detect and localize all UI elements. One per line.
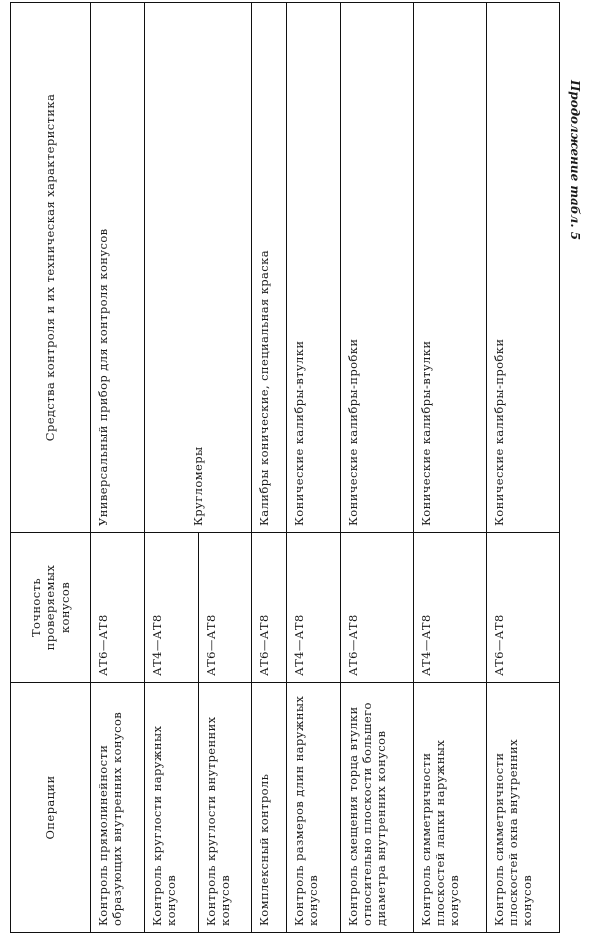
operation-cell: Контроль прямолинейности образующих внутренних конусов: [91, 683, 145, 933]
operation-cell: Контроль круглости внутренних конусов: [198, 683, 252, 933]
accuracy-cell: АТ6—АТ8: [91, 533, 145, 683]
table-row: [340, 3, 413, 933]
rotated-table-container: [10, 3, 560, 933]
operation-cell: Комплексный контроль: [252, 683, 286, 933]
means-cell: Конические калибры-пробки: [486, 3, 559, 533]
operation-cell: Контроль круглости наружных конусов: [144, 683, 198, 933]
header-accuracy: Точность проверяемых конусов: [11, 533, 91, 683]
operation-cell: Контроль симметричности плоскостей окна внутренних конусов: [486, 683, 559, 933]
control-means-table: [10, 2, 560, 933]
operation-cell: Контроль размеров длин наружных конусов: [286, 683, 340, 933]
header-means: Средства контроля и их техническая характеристика: [11, 3, 91, 533]
accuracy-cell: АТ4—АТ8: [413, 533, 486, 683]
means-cell: Универсальный прибор для контроля конусов: [91, 3, 145, 533]
means-cell: Кругломеры: [144, 3, 252, 533]
table-row: [413, 3, 486, 933]
means-cell: Конические калибры-втулки: [413, 3, 486, 533]
header-operations: Операции: [11, 683, 91, 933]
accuracy-cell: АТ6—АТ8: [252, 533, 286, 683]
accuracy-cell: АТ4—АТ8: [286, 533, 340, 683]
table-row: [286, 3, 340, 933]
accuracy-cell: АТ6—АТ8: [486, 533, 559, 683]
operation-cell: Контроль симметричности плоскостей лапки наружных конусов: [413, 683, 486, 933]
means-cell: Конические калибры-пробки: [340, 3, 413, 533]
accuracy-cell: АТ6—АТ8: [198, 533, 252, 683]
table-row: [252, 3, 286, 933]
table-header-row: [11, 3, 91, 933]
table-row: [486, 3, 559, 933]
means-cell: Конические калибры-втулки: [286, 3, 340, 533]
table-continuation-caption: Продолжение табл. 5: [568, 79, 582, 241]
table-row: [91, 3, 145, 933]
accuracy-cell: АТ4—АТ8: [144, 533, 198, 683]
operation-cell: Контроль смещения торца втулки относительно плоскости большего диаметра внутренних конусов: [340, 683, 413, 933]
accuracy-cell: АТ6—АТ8: [340, 533, 413, 683]
table-row: [144, 3, 198, 933]
means-cell: Калибры конические, специальная краска: [252, 3, 286, 533]
